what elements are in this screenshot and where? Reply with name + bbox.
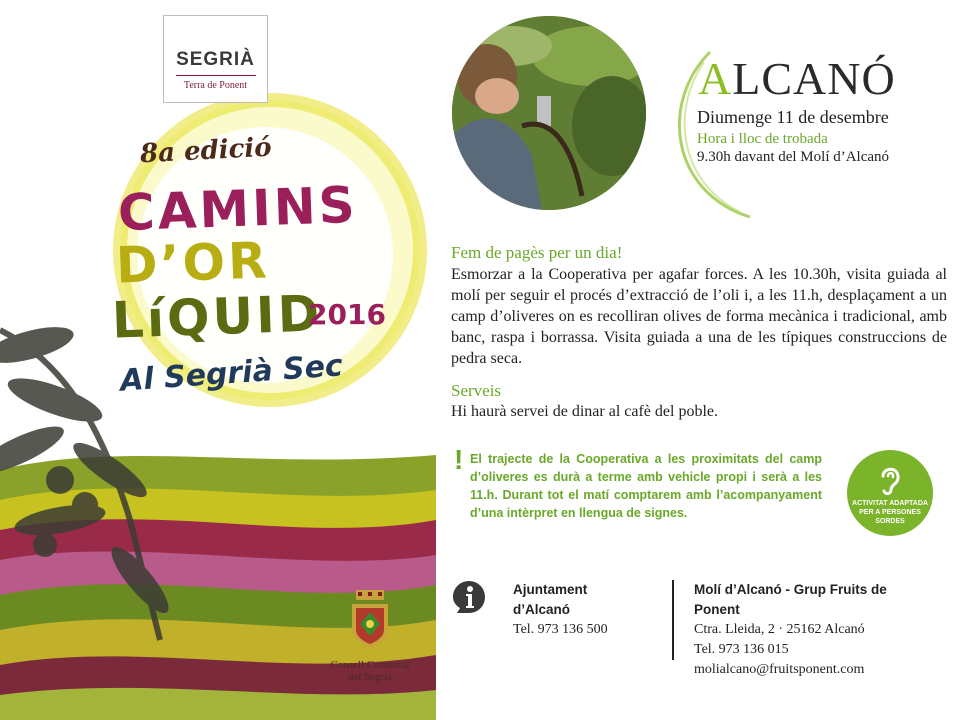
contact-1-tel: Tel. 973 136 500 (513, 622, 608, 637)
contact-moli (694, 580, 887, 680)
town-rest: LCANÓ (732, 53, 896, 104)
title-line-1: CAMINS (117, 175, 359, 243)
town-name (698, 52, 896, 105)
logo-name: SEGRIÀ (176, 49, 255, 70)
info-icon (452, 580, 486, 614)
contact-ajuntament (513, 580, 608, 640)
consell-line-2: del Segrià (347, 671, 393, 683)
warning-mark: ! (454, 444, 464, 475)
badge-line-3: SORDES (875, 518, 905, 525)
event-date: Diumenge 11 de desembre (697, 107, 889, 127)
edition-label: 8a edició (139, 132, 273, 170)
ear-icon (875, 462, 905, 496)
badge-text (847, 499, 933, 526)
poster-subtitle: Al Segrià Sec (119, 348, 344, 399)
meeting-value: 9.30h davant del Molí d’Alcanó (697, 149, 890, 165)
year-label: 2016 (308, 298, 386, 331)
contact-2-address: Ctra. Lleida, 2 · 25162 Alcanó (694, 622, 865, 637)
title-line-2: D’OR (115, 231, 271, 295)
town-first-letter: A (698, 53, 733, 104)
contact-2-email[interactable]: molialcano@fruitsponent.com (694, 662, 865, 677)
poster-panel (0, 0, 436, 720)
segria-logo (163, 15, 268, 103)
programme-title: Fem de pagès per un dia! (451, 243, 623, 262)
contact-2-name-line-1: Molí d’Alcanó - Grup Fruits de (694, 582, 887, 597)
transport-note: El trajecte de la Cooperativa a les proximitats del camp d’oliveres es durà a terme amb vehicle propi i serà a les 11.h. Durant tot el matí comptarem amb l’acompanyament d’una intèrpret en llengua de signes. (470, 452, 822, 520)
olive-harvest-photo (452, 16, 646, 210)
logo-tagline: Terra de Ponent (183, 80, 248, 91)
consell-line-1: Consell Comarcal (330, 659, 410, 671)
services-text: Hi haurà servei de dinar al cafè del poble. (451, 403, 718, 420)
badge-line-2: PER A PERSONES (859, 509, 921, 516)
coat-of-arms-icon (348, 590, 392, 650)
contact-divider (672, 580, 674, 660)
contact-2-tel: Tel. 973 136 015 (694, 642, 789, 657)
contact-2-name-line-2: Ponent (694, 602, 740, 617)
consell-logo (330, 590, 410, 683)
badge-line-1: ACTIVITAT ADAPTADA (852, 500, 928, 507)
contact-1-name-line-1: Ajuntament (513, 582, 588, 597)
deaf-accessible-badge (847, 450, 933, 536)
title-line-3: LíQUID (111, 284, 324, 350)
programme-text: Esmorzar a la Cooperativa per agafar forces. A les 10.30h, visita guiada al molí per seguir el procés d’extracció de l’oli i, a les 11.h, desplaçament a un camp d’oliveres on es recolliran olives de forma mecànica i tradicional, amb banc, raspa i borrassa. Visita guiada a una de les típiques construccions de pedra seca. (451, 266, 947, 367)
services-title: Serveis (451, 381, 502, 400)
meeting-label: Hora i lloc de trobada (697, 131, 828, 147)
contact-1-name-line-2: d’Alcanó (513, 602, 571, 617)
